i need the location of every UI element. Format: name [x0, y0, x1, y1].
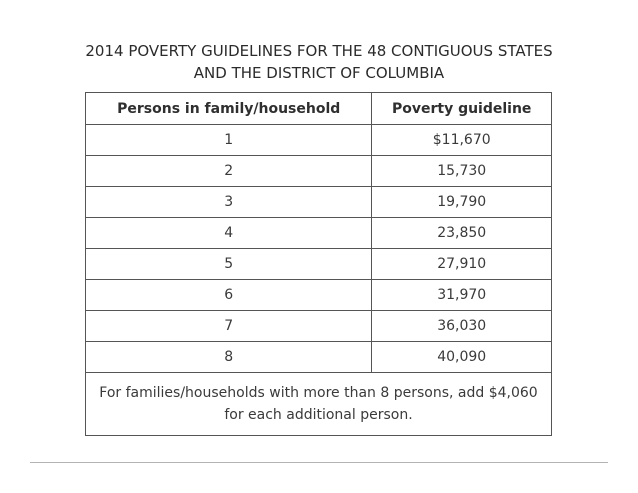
guideline-cell: 27,910 [372, 249, 552, 280]
page-title [0, 40, 638, 84]
guideline-cell: 40,090 [372, 342, 552, 373]
bottom-divider [30, 462, 608, 463]
guideline-cell: $11,670 [372, 125, 552, 156]
title-line-1: 2014 POVERTY GUIDELINES FOR THE 48 CONTIGUOUS STATES [85, 42, 553, 60]
guideline-cell: 36,030 [372, 311, 552, 342]
table-row [86, 218, 552, 249]
table-row [86, 156, 552, 187]
persons-cell: 6 [86, 280, 372, 311]
persons-cell: 2 [86, 156, 372, 187]
guideline-cell: 19,790 [372, 187, 552, 218]
persons-cell: 4 [86, 218, 372, 249]
table-header-row [86, 93, 552, 125]
additional-person-note: For families/households with more than 8 persons, add $4,060 for each additional person. [86, 373, 552, 436]
guideline-cell: 31,970 [372, 280, 552, 311]
table-row [86, 311, 552, 342]
persons-cell: 1 [86, 125, 372, 156]
header-persons: Persons in family/household [86, 93, 372, 125]
guideline-cell: 23,850 [372, 218, 552, 249]
table-row [86, 280, 552, 311]
persons-cell: 8 [86, 342, 372, 373]
table-row [86, 249, 552, 280]
persons-cell: 7 [86, 311, 372, 342]
persons-cell: 5 [86, 249, 372, 280]
guideline-cell: 15,730 [372, 156, 552, 187]
title-line-2: AND THE DISTRICT OF COLUMBIA [193, 64, 445, 82]
header-guideline: Poverty guideline [372, 93, 552, 125]
persons-cell: 3 [86, 187, 372, 218]
table-row [86, 342, 552, 373]
table-note-row [86, 373, 552, 436]
table-row [86, 125, 552, 156]
poverty-guidelines-table [85, 92, 552, 436]
table-row [86, 187, 552, 218]
